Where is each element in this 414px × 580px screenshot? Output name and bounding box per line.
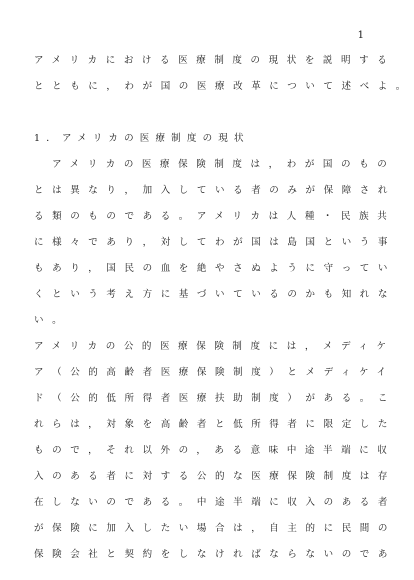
- text-line: い。: [34, 315, 71, 326]
- text-line: アメリカの公的医療保険制度には，メディケ: [34, 341, 395, 352]
- paragraph-1: [34, 152, 397, 334]
- blank-line: [34, 100, 374, 126]
- text-line: れらは，対象を高齢者と低所得者に限定した: [34, 419, 397, 430]
- text-line: に様々であり，対してわが国は島国という事: [34, 237, 397, 248]
- prompt-line: アメリカにおける医療制度の現状を説明する: [34, 55, 396, 66]
- text-line: もので，それ以外の，ある意味中途半端に収: [34, 445, 396, 456]
- text-line: る類のものである。アメリカは人種・民族共: [34, 211, 396, 222]
- text-line: ド（公的低所得者医療扶助制度）がある。こ: [34, 393, 397, 404]
- text-line: もあり，国民の血を絶やさぬように守ってい: [34, 263, 397, 274]
- text-line: 保険会社と契約をしなければならないのであ: [34, 549, 397, 560]
- text-line: が保険に加入したい場合は，自主的に民間の: [34, 523, 397, 534]
- essay-prompt: [34, 48, 414, 100]
- text-line: 入のある者に対する公的な医療保険制度は存: [34, 471, 397, 482]
- text-line: ア（公的高齢者医療保険制度）とメディケイ: [34, 367, 395, 378]
- prompt-line: とともに，わが国の医療改革について述べよ。: [34, 81, 414, 92]
- text-line: くという考え方に基づいているのかも知れな: [34, 289, 397, 300]
- text-line: アメリカの医療保険制度は，わが国のもの: [34, 159, 396, 170]
- document-body: [34, 48, 414, 568]
- page-number: 1: [357, 30, 364, 41]
- text-line: 在しないのである。中途半端に収入のある者: [34, 497, 397, 508]
- section-heading: 1．アメリカの医療制度の現状: [34, 133, 250, 144]
- paragraph-2: [34, 334, 397, 568]
- text-line: とは異なり，加入している者のみが保障され: [34, 185, 397, 196]
